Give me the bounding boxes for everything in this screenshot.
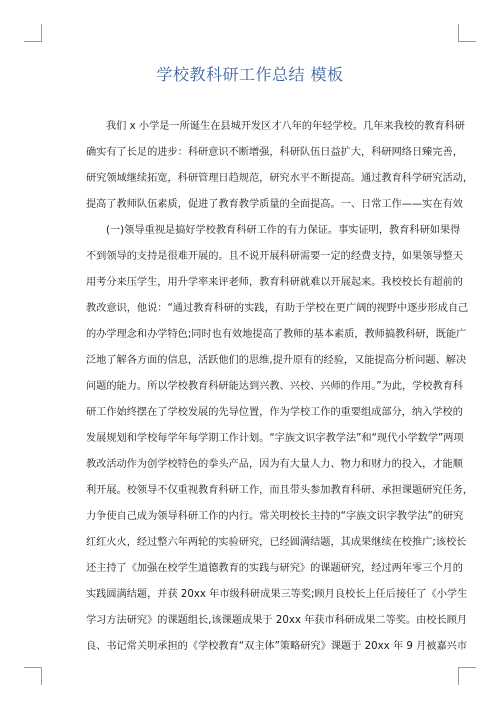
crop-mark-top-left (41, 24, 42, 42)
document-title: 学校教科研工作总结 模板 (156, 65, 344, 84)
text-line: 实践圆满结题，并获 20xx 年市级科研成果三等奖;顾月良校长上任后接任了《小学生 (86, 589, 468, 600)
text-line: 不到领导的支持是很难开展的。且不说开展科研需要一定的经费支持，如果领导整天 (86, 251, 463, 262)
text-line: 良、书记常关明承担的《学校教育“双主体”策略研究》课题于 20xx 年 9 月被嘉兴市 (86, 641, 468, 652)
text-line: 的办学理念和办学特色;同时也有效地提高了教师的基本素质，教师搞教科研，既能广 (86, 329, 467, 340)
crop-mark-bottom-left (41, 667, 42, 685)
text-line: 泛地了解各方面的信息，活跃他们的思维,提升原有的经验，又能提高分析问题、解决 (86, 355, 467, 366)
text-line: 用考分来压学生，用升学率来评老师，教育科研就难以开展起来。我校校长有超前的 (86, 277, 463, 288)
crop-mark-top-left (24, 41, 41, 42)
document-body (86, 114, 474, 660)
text-line: 力争使自己成为领导科研工作的内行。常关明校长主持的“字族文识字教学法”的研究 (86, 511, 464, 522)
crop-mark-top-right (458, 24, 459, 42)
text-line: 还主持了《加强在校学生道德教育的实践与研究》的课题研究，经过两年零三个月的 (86, 563, 463, 574)
text-line: 确实有了长足的进步：科研意识不断增强，科研队伍日益扩大，科研网络日臻完善， (86, 147, 463, 158)
text-line: 提高了教师队伍素质，促进了教育教学质量的全面提高。一、日常工作——实在有效 (86, 199, 463, 210)
text-line: 发展规划和学校每学年每学期工作计划。“字族文识字教学法”和“现代小学数学”两项 (86, 433, 464, 444)
crop-mark-bottom-right (458, 667, 459, 685)
crop-mark-top-right (459, 41, 476, 42)
text-line: 利开展。校领导不仅重视教育科研工作，而且带头参加教育科研、承担课题研究任务， (86, 485, 474, 496)
crop-mark-bottom-left (24, 667, 41, 668)
text-line: 学习方法研究》的课题组长,该课题成果于 20xx 年获市科研成果二等奖。由校长顾月 (86, 615, 468, 626)
crop-mark-bottom-right (459, 667, 476, 668)
text-line: 教改意识，他说：“通过教育科研的实践，有助于学校在更广阔的视野中逐步形成自己 (86, 303, 469, 314)
text-line: 问题的能力。所以学校教育科研能达到兴教、兴校、兴师的作用。”为此，学校教育科 (86, 381, 464, 392)
text-line: (一)领导重视是搞好学校教育科研工作的有力保证。事实证明，教育科研如果得 (106, 225, 461, 236)
text-line: 研究领域继续拓宽，科研管理日趋规范，研究水平不断提高。通过教育科学研究活动， (86, 173, 474, 184)
text-line: 教改活动作为创学校特色的拳头产品，因为有大量人力、物力和财力的投入，才能顺 (86, 459, 463, 470)
text-line: 研工作始终摆在了学校发展的先导位置，作为学校工作的重要组成部分，纳入学校的 (86, 407, 463, 418)
text-line: 红红火火，经过整六年两轮的实验研究，已经圆满结题，其成果继续在校推广;该校长 (86, 537, 467, 548)
text-line: 我们 x 小学是一所诞生在县城开发区才八年的年轻学校。几年来我校的教育科研 (106, 121, 465, 132)
